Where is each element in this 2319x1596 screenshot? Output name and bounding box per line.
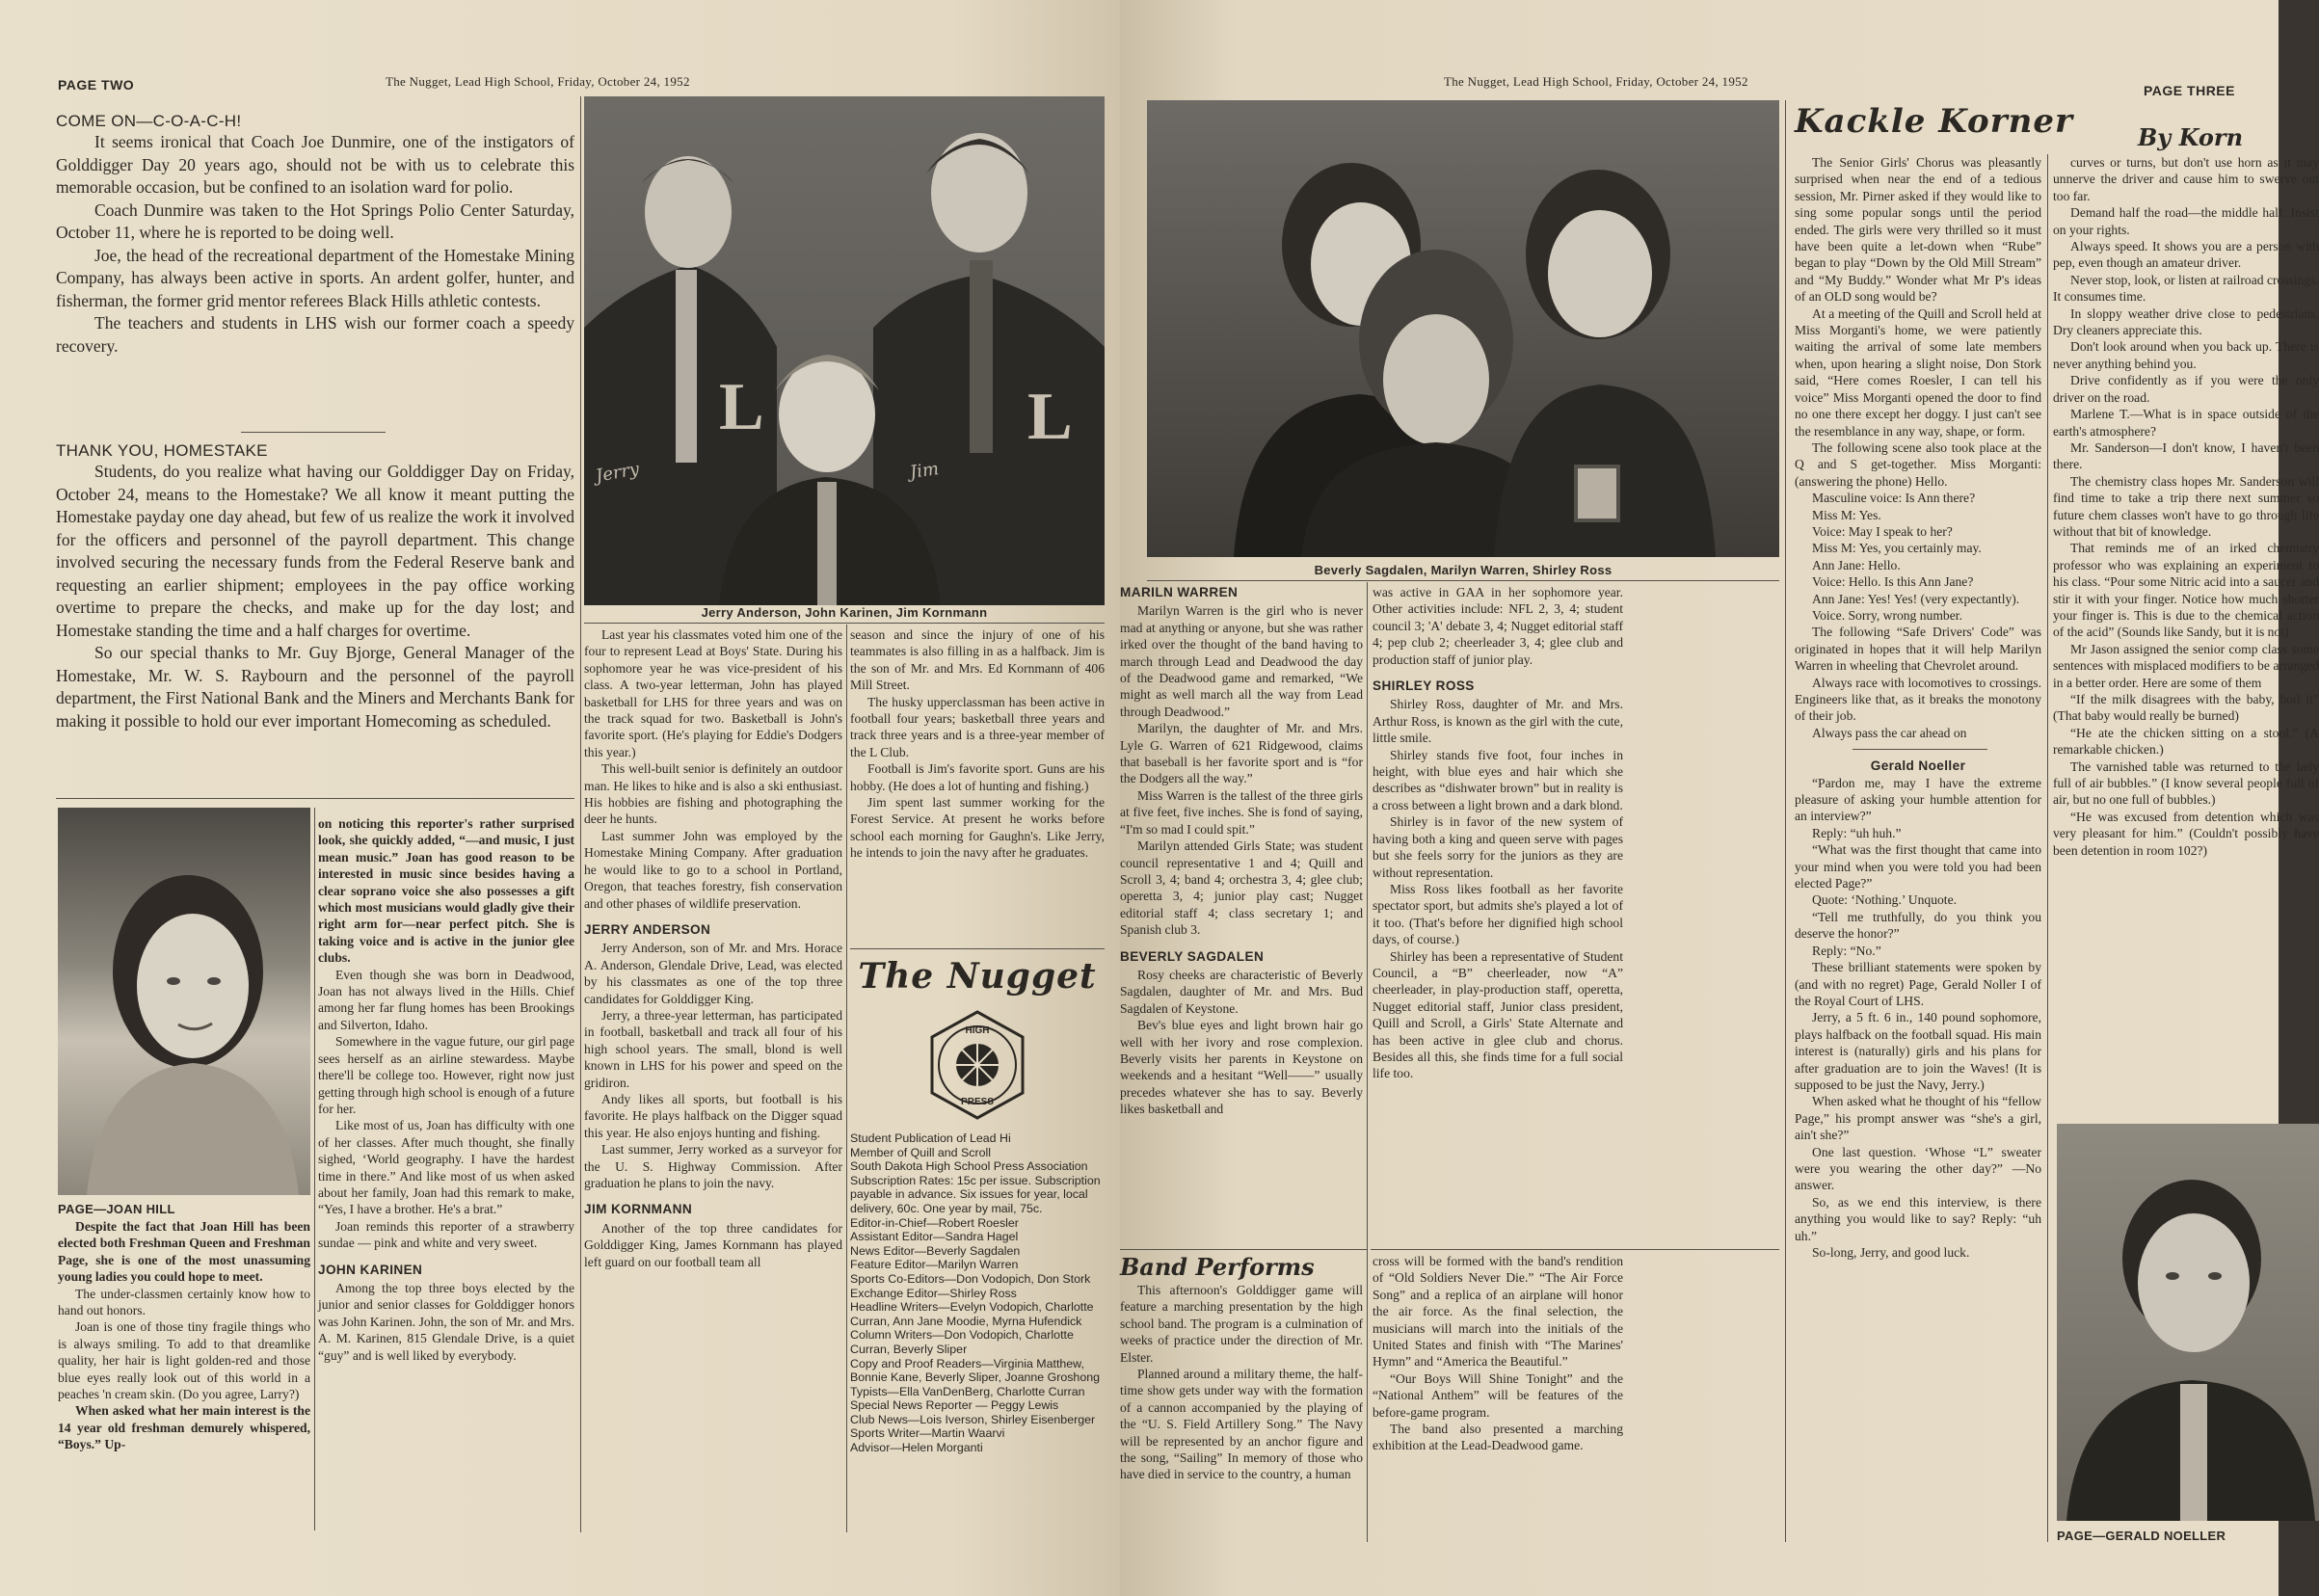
kackle-col1b-item-3: Quote: ‘Nothing.’ Unquote. [1812,892,1958,908]
kackle-col1-item-12: Always race with locomotives to crossings. Engineers like that, as it breaks the monotony of their job. [1795,675,2041,724]
staff-entry-0: Editor-in-Chief—Robert Roesler [850,1215,1019,1230]
editorial-divider [241,432,386,433]
boys-c2-p2: The husky upperclassman has been active in football four years; basketball three years and track three years and is a three-year member of the L Club. [850,694,1105,759]
page-three [1120,0,2319,1596]
photo-name-jerry: Jerry [594,459,641,487]
gerald-noeller-photo [2057,1124,2319,1521]
svg-text:L: L [719,370,764,444]
masthead-top-rule [850,948,1105,949]
gerald-noeller-caption: PAGE—GERALD NOELLER [2057,1529,2226,1543]
masthead-emblem [850,1008,1105,1122]
kackle-col1-item-7: Ann Jane: Hello. [1812,557,1901,572]
kackle-col1b-item-11: So-long, Jerry, and good luck. [1812,1245,1970,1260]
kackle-col1-item-8: Voice: Hello. Is this Ann Jane? [1812,574,1974,590]
kackle-col2-item-4: In sloppy weather drive close to pedestrians. Dry cleaners appreciate this. [2053,306,2319,338]
noeller-rule [1853,749,1987,750]
kackle-col1b-item-9: One last question. ‘Whose “L” sweater were you wearing the other day?” —No answer. [1795,1144,2041,1193]
masthead-title: The Nugget [858,956,1097,997]
kackle-col1-item-11: The following “Safe Drivers' Code” was originated in hopes that it will help Marilyn Warren in wheeling that Chevrolet around. [1795,625,2041,674]
karinen-short-p1: Among the top three boys elected by the junior and senior classes for Golddigger honors was John Karinen. John, the son of Mr. and Mrs. A. M. Karinen, 815 Glendale Drive, is a quiet “guy” and is well liked by everybody. [318,1280,574,1363]
joan-p2: The under-classmen certainly know how to hand out honors. [58,1286,310,1318]
kackle-col1b-item-5: Reply: “No.” [1812,943,1881,958]
staff-entry-1: Assistant Editor—Sandra Hagel [850,1230,1019,1244]
girls-article-col2 [1373,584,1781,1082]
boys-c1-p1: Last year his classmates voted him one of the four to represent Lead at Boys' State. During his sophomore year he was vice-president of his class. A two-year letterman, John has played basketball for LHS for three years and was on the track squad for two. Basketball is John's favorite sport. (He's playing for Eddie's Dodgers this year.) [584,627,842,759]
kackle-col1b-item-6: These brilliant statements were spoken by (and with no regret) Page, Gerald Noller I of the Royal Court of LHS. [1795,960,2041,1008]
boys-c1-p3: Last summer John was employed by the Homestake Mining Company. After graduation he would like to go to a school in Portland, Oregon, that teaches forestry, fish conservation and other phases of wildlife preservation. [584,828,842,911]
kackle-col1b-item-10: So, as we end this interview, is there anything you would like to say? Reply: “uh uh.” [1795,1194,2041,1243]
masthead [850,956,1105,1455]
band-p2: Planned around a military theme, the half-time show gets under way with the formation of a cannon accompanied by the playing of the “U. S. Field Artillery Song.” The Navy will be represented by an anchor figure and the song, “Sailing” In memory of those who have died in service to the country, a human [1120,1367,1363,1482]
staff-entry-8: Copy and Proof Readers—Virginia Matthew, Bonnie Kane, Beverly Sliper, Joanne Groshong [850,1356,1100,1385]
staff-entry-4: Sports Co-Editors—Don Vodopich, Don Stork [850,1271,1091,1286]
boys-article-col2 [850,626,1105,862]
editorial-coach-p1: It seems ironical that Coach Joe Dunmire, one of the instigators of Golddigger Day 20 years ago, should not be with us to celebrate this memorable occasion, but be confined to an isolation ward for polio. [56,132,574,197]
staff-entry-11: Club News—Lois Iverson, Shirley Eisenberger [850,1412,1096,1426]
editorial-coach-heading: COME ON—C-O-A-C-H! [56,112,242,130]
emblem-bottom-text: PRESS [961,1097,994,1107]
band-p1: This afternoon's Golddigger game will feature a marching presentation by the high school band. The program is a culmination of weeks of practice under the direction of Mr. Elster. [1120,1283,1363,1365]
editorial-coach-p3: Joe, the head of the recreational department of the Homestake Mining Company, has always been active in sports. An ardent golfer, hunter, and fisherman, the former grid mentor referees Black Hills athletic contests. [56,245,574,310]
joan-c2p3: Somewhere in the vague future, our girl page sees herself as an airline stewardess. Maybe there'll be college too. However, right now just getting through high school is enough of a future for her. [318,1034,574,1116]
kackle-col1b-item-8: When asked what he thought of his “fellow Page,” his prompt answer was “she's a girl, ain't she?” [1795,1094,2041,1143]
editorial-homestake [56,441,574,732]
joan-hill-caption: PAGE—JOAN HILL [58,1202,175,1216]
kackle-col2-item-1: Demand half the road—the middle half. Insist on your rights. [2053,205,2319,237]
joan-c2p2: Even though she was born in Deadwood, Joan has not always lived in the Hills. Chief among her far flung homes has been Brookings and Silverton, Idaho. [318,967,574,1032]
kackle-col1b-item-4: “Tell me truthfully, do you think you deserve the honor?” [1795,909,2041,942]
kackle-col1-item-9: Ann Jane: Yes! Yes! (very expectantly). [1812,591,2020,606]
joan-c2p5: Joan reminds this reporter of a strawberry sundae — pink and white and very sweet. [318,1218,574,1251]
kackle-col2-item-3: Never stop, look, or listen at railroad crossings. It consumes time. [2053,272,2319,305]
masthead-line1: Student Publication of Lead Hi [850,1131,1011,1145]
girls-c2-p5: Miss Ross likes football as her favorite spectator sport, but admits she's played a lot of it too. (That's before her dignified high school days, of course.) [1373,881,1623,947]
band-c2p2: “Our Boys Will Shine Tonight” and the “National Anthem” will be features of the before-game program. [1373,1370,1623,1420]
joan-c2p1: on noticing this reporter's rather surprised look, she quickly added, “—and music, I just mean music.” Joan has good reason to be interested in music since besides having a clear soprano voice she also possesses a gift which most musicians would gladly give their right arm for—near perfect pitch. She is taking voice and is active in the junior glee clubs. [318,816,574,966]
girls-portrait [1147,100,1779,557]
kackle-col2-item-6: Drive confidently as if you were the only driver on the road. [2053,373,2319,405]
boys-c2-p4: Jim spent last summer working for the Forest Service. At present he works before school each morning for Gaughn's. Like Jerry, he intends to join the navy after he graduates. [850,795,1105,861]
band-heading: Band Performs [1120,1253,1315,1281]
band-article-col1 [1120,1282,1363,1483]
kackle-col2-item-10: That reminds me of an irked chemistry professor who was explaining an experiment to his class. “Pour some Nitric acid into a saucer and stir it with your finger. Notice how much shorter your finger is. This is due to the chemical action of the acid” (Sounds like Sandy, but it is not) [2053,541,2319,640]
girls-c2-p1: was active in GAA in her sophomore year. Other activities include: NFL 2, 3, 4; student council 3; 'A' debate 3, 4; Nugget editorial staff 4; pep club 2; cheerleader 3, 4; glee club and production staff of junior play. [1373,585,1623,667]
kackle-col2-item-0: curves or turns, but don't use horn as it may unnerve the driver and cause him to swerve out too far. [2053,155,2319,203]
joan-p3: Joan is one of those tiny fragile things who is always smiling. To add to that dreamlike quality, her hair is light golden-red and those blue eyes really look out of this world in a peaches 'n cream skin. (Do you agree, Larry?) [58,1319,310,1402]
girls-article-col1 [1120,582,1363,1118]
kackle-korner-byline: By Korn [2138,123,2244,151]
kackle-col2-item-9: The chemistry class hopes Mr. Sanderson will find time to take a trip there next summer so future chem classes won't have to go through life without that bit of knowledge. [2053,473,2319,539]
kackle-col2-item-11: Mr Jason assigned the senior comp class some sentences with misplaced modifiers to be arranged in a better order. Here are some of them [2053,641,2319,690]
kackle-col2-item-13: “He ate the chicken sitting on a stool.” (A remarkable chicken.) [2053,725,2319,758]
girls-c1-p1: Marilyn Warren is the girl who is never mad at anything or anyone, but she was rather irked over the thought of the band having to march through Lead and Deadwood the day of the Deadwood game and remarked, “We might as well march all the way from Lead through Deadwood.” [1120,603,1363,719]
girls-c2-p3: Shirley stands five foot, four inches in height, with blue eyes and hair which she describes as “dishwater brown” but in reality is a cross between a light brown and a dark blond. [1373,747,1623,812]
staff-list [850,1216,1105,1455]
joan-hill-photo [58,808,310,1195]
kackle-col1-item-3: Masculine voice: Is Ann there? [1812,491,1976,506]
girls-c1-p5: Rosy cheeks are characteristic of Beverly Sagdalen, daughter of Mr. and Mrs. Bud Sagdalen of Keystone. [1120,967,1363,1016]
running-head-left: The Nugget, Lead High School, Friday, October 24, 1952 [386,74,690,89]
boys-c1-p8: Another of the top three candidates for Golddigger King, James Kornmann has played left guard on our football team all [584,1220,842,1269]
staff-entry-7: Column Writers—Don Vodopich, Charlotte Curran, Beverly Sliper [850,1328,1074,1356]
noeller-heading: Gerald Noeller [1870,758,1966,774]
kackle-col1-item-6: Miss M: Yes, you certainly may. [1812,541,1982,556]
kackle-col1-item-1: At a meeting of the Quill and Scroll held at Miss Morganti's home, we were patiently waiting the arrival of some late members when, upon hearing a slight noise, Don Stork said, “Here comes Roesler, I can tell his voice” Miss Morganti opened the door to find no one there except her doggy. I just can't see the resemblance in any way, shape, or form. [1795,306,2041,439]
kackle-col1-item-5: Voice: May I speak to her? [1812,523,1953,539]
girls-c2-p4: Shirley is in favor of the new system of having both a king and queen serve with pages but she feels sorry for the juniors as they are without representation. [1373,814,1623,880]
svg-text:L: L [1027,380,1073,454]
kackle-col2-item-8: Mr. Sanderson—I don't know, I haven't been there. [2053,439,2319,472]
girls-c1-p4: Marilyn attended Girls State; was student council representative 1 and 4; Quill and Scroll 3, 4; band 4; orchestra 3, 4; glee club; operetta 3, 4; junior play cast; Nugget editorial staff 4; class secretary 1; and Spanish club 3. [1120,838,1363,938]
press-emblem-icon [920,1008,1034,1122]
kackle-col1 [1795,154,2041,1261]
staff-entry-3: Feature Editor—Marilyn Warren [850,1258,1019,1272]
joan-hill-article-col2 [318,815,574,1364]
kackle-col2-item-2: Always speed. It shows you are a person with pep, even though an amateur driver. [2053,239,2319,271]
boys-article-col1 [584,626,842,1270]
kackle-col1b-item-7: Jerry, a 5 ft. 6 in., 140 pound sophomore, plays halfback on the football squad. His main interest is (naturally) girls and his plans for after graduation are to join the Waves! (It is supposed to be just the Navy, Jerry.) [1795,1010,2041,1092]
girls-c1-p6: Bev's blue eyes and light brown hair go well with her ivory and rose complexion. Beverly visits her parents in Keystone on weekends and a hesitant “Well——” usually precedes whatever she has to say. Beverly likes basketball and [1120,1018,1363,1117]
joan-p1: Despite the fact that Joan Hill has been elected both Freshman Queen and Freshman Page, she is one of the most unassuming young ladies you could hope to meet. [58,1219,310,1285]
masthead-line4: Subscription Rates: 15c per issue. Subscription payable in advance. Six issues for year, local delivery, 60c. One year by mail, 75c. [850,1173,1101,1215]
folio-right: PAGE THREE [2144,83,2235,98]
boys-portrait [584,96,1105,605]
girls-c1-p2: Marilyn, the daughter of Mr. and Mrs. Lyle G. Warren of 621 Ridgewood, claims that baseball is her favorite sport and is “for the Dodgers all the way.” [1120,721,1363,786]
joan-hill-article-col1 [58,1218,310,1453]
editorial-coach [56,112,574,358]
kackle-col1-item-13: Always pass the car ahead on [1812,725,1967,740]
gerald-noeller-portrait [2057,1124,2319,1521]
marilyn-warren-heading: MARILN WARREN [1120,585,1239,599]
column-rule-right-3 [2047,154,2048,1542]
boys-c2-p1: season and since the injury of one of his teammates is also filling in as a halfback. Jim is the son of Mr. and Mrs. Ed Kornmann of 406 Mill Street. [850,627,1105,693]
girls-photo-caption: Beverly Sagdalen, Marilyn Warren, Shirley Ross [1314,563,1613,577]
kackle-col1b-item-1: Reply: “uh huh.” [1812,825,1902,840]
kackle-col1-item-0: The Senior Girls' Chorus was pleasantly surprised when near the end of a tedious session, Mr. Pirner asked if they would like to sing some popular songs until the period ended. The girls were very thrilled so it must have been quite a let-down when “Rube” began to play “Down by the Old Mill Stream” and “My Buddy.” Wonder what Mr P's ideas of an OLD song would be? [1795,155,2041,305]
boys-c1-p4: Jerry Anderson, son of Mr. and Mrs. Horace A. Anderson, Glendale Drive, Lead, was elected by his classmates as one of the top three candidates for Golddigger King. [584,941,842,1006]
boys-c1-p6: Andy likes all sports, but football is his favorite. He plays halfback on the Digger squad this year. He also enjoys hunting and fishing. [584,1091,842,1140]
shirley-ross-heading: SHIRLEY ROSS [1373,678,1475,694]
john-karinen-heading-short: JOHN KARINEN [318,1262,423,1277]
kackle-col1b-item-0: “Pardon me, may I have the extreme pleasure of asking your humble attention for an interview?” [1795,775,2041,824]
band-c2p1: cross will be formed with the band's rendition of “Old Soldiers Never Die.” “The Air Force Song” and a replica of an airplane will honor the air force. As the final selection, the musicians will march into the initials of the United States and finish with “The Marines' Hymn” and “America the Beautiful.” [1373,1254,1623,1370]
band-c2p3: The band also presented a marching exhibition at the Lead-Deadwood game. [1373,1422,1623,1453]
jerry-anderson-heading: JERRY ANDERSON [584,921,711,937]
editorial-homestake-p2: So our special thanks to Mr. Guy Bjorge, General Manager of the Homestake, Mr. W. S. Raybourn and the personnel of the payroll department, the First National Bank and the Miners and Merchants Bank for making it possible to hold our ever important Homecoming as scheduled. [56,643,574,731]
boys-c1-p2: This well-built senior is definitely an outdoor man. He likes to hike and is also a ski enthusiast. His hobbies are fishing and photographing the deer he hunts. [584,761,842,827]
girls-c2-p2: Shirley Ross, daughter of Mr. and Mrs. Arthur Ross, is known as the girl with the cute, little smile. [1373,697,1623,746]
editorial-homestake-p1: Students, do you realize what having our Golddigger Day on Friday, October 24, means to the Homestake? We all know it meant putting the Homestake payday one day ahead, but few of us realize the work it involved for the officers and personnel of the payroll department. This change involved securing the necessary funds from the Federal Reserve bank and requesting an earlier shipment; employees in the pay office working overtime to prepare the checks, and make up for the day lost; and Homestake standing the time and a half charges for overtime. [56,462,574,640]
staff-entry-6: Headline Writers—Evelyn Vodopich, Charlotte Curran, Ann Jane Moodie, Myrna Hufendick [850,1300,1094,1328]
band-article-col2 [1373,1253,1623,1454]
kackle-col2 [2053,154,2319,859]
masthead-line3: South Dakota High School Press Association [850,1159,1088,1174]
column-rule-left-2 [846,625,847,1532]
kackle-col2-item-12: “If the milk disagrees with the baby, boil it” (That baby would really be burned) [2053,692,2319,724]
beverly-sagdalen-heading: BEVERLY SAGDALEN [1120,948,1265,964]
running-head-right: The Nugget, Lead High School, Friday, October 24, 1952 [1444,74,1748,89]
kackle-col1-item-4: Miss M: Yes. [1812,507,1881,522]
staff-entry-13: Advisor—Helen Morganti [850,1441,983,1455]
editorial-homestake-heading: THANK YOU, HOMESTAKE [56,441,268,460]
column-rule-right-1 [1367,582,1368,1542]
joan-c2p4: Like most of us, Joan has difficulty with one of her classes. After much thought, she finally sighed, ‘World geography. I have the hardest time in there.” And like most of us when asked about her family, Joan had this remark to make, “Yes, I have a brother. He's a brat.” [318,1118,574,1217]
kackle-col1b-list [1795,775,2041,1262]
kackle-col2-item-14: The varnished table was returned to the lady full of air bubbles.” (I know several people full of air, but no one full of bubbles.) [2053,758,2319,808]
staff-entry-10: Special News Reporter — Peggy Lewis [850,1398,1059,1413]
joan-section-rule [56,798,574,799]
kackle-korner-title: Kackle Korner [1795,102,2073,141]
photo-name-jim: Jim [908,459,941,483]
kackle-col1-list [1795,154,2041,741]
kackle-col1b-item-2: “What was the first thought that came into your mind when you were told you had been elected Page?” [1795,842,2041,891]
boys-c1-p5: Jerry, a three-year letterman, has participated in football, basketball and track all four of his high school years. The small, blond is well known in LHS for his power and speed on the gridiron. [584,1007,842,1090]
girls-photo [1147,100,1779,557]
girls-c1-p3: Miss Warren is the tallest of the three girls at five feet, five inches. She is fond of saying, “I'm so mad I could spit.” [1120,787,1363,837]
girls-c2-p6: Shirley has been a representative of Student Council, a “B” cheerleader, now “A” cheerleader, in play-production staff, operetta, Nugget editorial staff, Junior class president, Quill and Scroll, a Girls' State Alternate and has been active in glee club and chorus. Besides all this, she finds time for a full social life too. [1373,948,1623,1081]
jim-kornmann-heading: JIM KORNMANN [584,1202,693,1217]
boys-caption-rule [584,623,1105,624]
masthead-line2: Member of Quill and Scroll [850,1145,991,1159]
joan-p4: When asked what her main interest is the 14 year old freshman demurely whispered, “Boys.” Up- [58,1403,310,1452]
girls-caption-rule [1147,580,1779,581]
kackle-col1-item-2: The following scene also took place at the Q and S get-together. Miss Morganti: (answering the phone) Hello. [1795,439,2041,489]
kackle-col2-item-7: Marlene T.—What is in space outside of the earth's atmosphere? [2053,407,2319,439]
folio-left: PAGE TWO [58,77,135,93]
column-rule-left-1 [580,96,581,1532]
editorial-coach-p2: Coach Dunmire was taken to the Hot Springs Polio Center Saturday, October 11, where he is reported to be doing well. [56,200,574,242]
kackle-col1-item-10: Voice. Sorry, wrong number. [1812,607,1962,623]
staff-entry-2: News Editor—Beverly Sagdalen [850,1243,1021,1258]
staff-entry-5: Exchange Editor—Shirley Ross [850,1286,1017,1300]
kackle-col2-list [2053,154,2319,859]
emblem-top-text: HIGH [965,1025,990,1036]
boys-photo [584,96,1105,605]
kackle-col2-item-5: Don't look around when you back up. There is never anything behind you. [2053,339,2319,371]
joan-hill-portrait [58,808,310,1195]
boys-c1-p7: Last summer, Jerry worked as a surveyor for the U. S. Highway Commission. After graduation he plans to join the navy. [584,1142,842,1190]
editorial-coach-p4: The teachers and students in LHS wish our former coach a speedy recovery. [56,313,574,356]
staff-entry-9: Typists—Ella VanDenBerg, Charlotte Curran [850,1384,1085,1398]
column-rule-joan [314,808,315,1530]
staff-entry-12: Sports Writer—Martin Waarvi [850,1426,1005,1441]
boys-c2-p3: Football is Jim's favorite sport. Guns are his hobby. (He does a lot of hunting and fishing.) [850,761,1105,793]
page-two [0,0,1120,1596]
band-top-rule [1371,1249,1779,1250]
band-top-rule-left [1120,1249,1367,1250]
boys-photo-caption: Jerry Anderson, John Karinen, Jim Kornmann [701,605,988,620]
column-rule-right-2 [1785,100,1786,1542]
kackle-col2-item-15: “He was excused from detention which was very pleasant for him.” (Couldn't possibly have been detention in room 102?) [2053,809,2319,858]
